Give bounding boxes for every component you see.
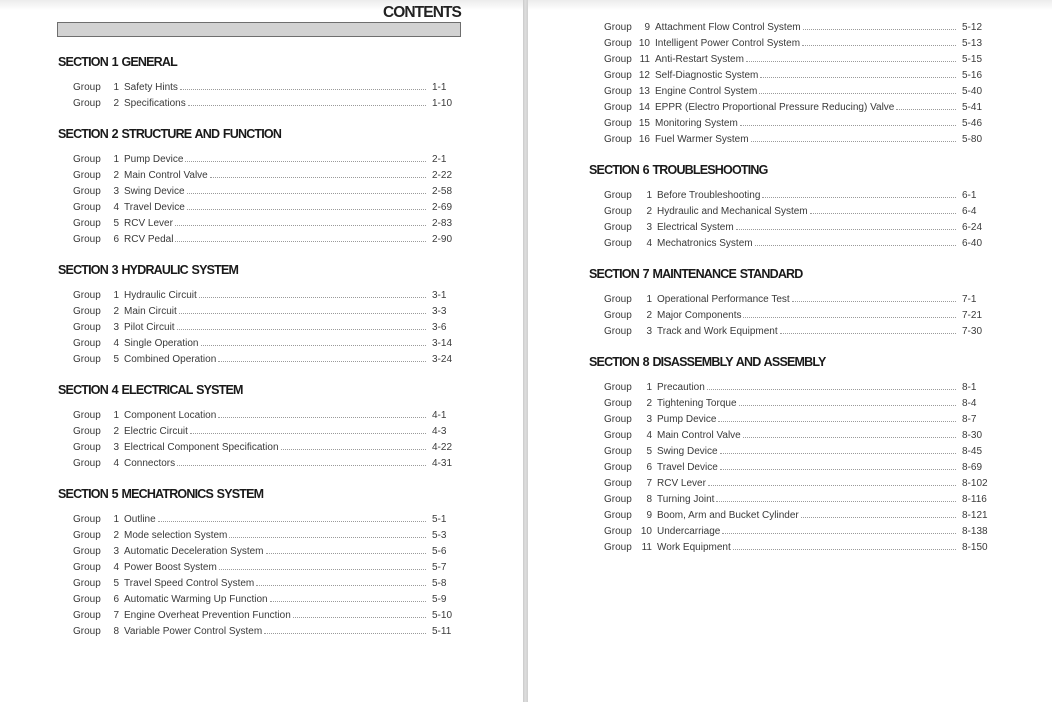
toc-entry-page: 5-80 (962, 134, 983, 145)
section-2 (58, 126, 453, 248)
toc-entry-page: 5-9 (432, 594, 447, 605)
toc-entry-title: Combined Operation (124, 354, 217, 365)
dot-leader (190, 432, 426, 434)
toc-entry[interactable]: Group 3 Automatic Deceleration System 5-6 (58, 544, 453, 560)
toc-entry-title: Mechatronics System (657, 238, 753, 249)
toc-entry[interactable]: Group 1 Operational Performance Test 7-1 (589, 292, 989, 308)
toc-entry[interactable]: Group 4 Power Boost System 5-7 (58, 560, 453, 576)
dot-leader (720, 468, 956, 470)
toc-entry[interactable]: Group 1 Precaution 8-1 (589, 380, 989, 396)
section-5 (58, 486, 453, 640)
toc-entry[interactable]: Group 1 Pump Device 2-1 (58, 152, 453, 168)
toc-entry-page: 1-1 (432, 82, 447, 93)
dot-leader (716, 500, 956, 502)
toc-entry-page: 8-150 (962, 542, 988, 553)
dot-leader (759, 92, 956, 94)
toc-entry[interactable]: Group 2 Specifications 1-10 (58, 96, 453, 112)
toc-entry-page: 6-1 (962, 190, 977, 201)
toc-entry[interactable]: Group 7 Engine Overheat Prevention Function 5-10 (58, 608, 453, 624)
toc-entry-title: Swing Device (657, 446, 718, 457)
toc-entry-page: 8-1 (962, 382, 977, 393)
dot-leader (801, 516, 956, 518)
toc-entry-title: Undercarriage (657, 526, 721, 537)
section-1 (58, 54, 453, 112)
toc-entry-page: 6-40 (962, 238, 983, 249)
toc-entry-title: Attachment Flow Control System (655, 22, 801, 33)
dot-leader (740, 124, 956, 126)
toc-entry-title: Main Circuit (124, 306, 177, 317)
section-heading: SECTION 1 GENERAL (58, 55, 177, 69)
toc-entry-page: 3-24 (432, 354, 453, 365)
toc-entry-title: Operational Performance Test (657, 294, 790, 305)
toc-entry-page: 8-45 (962, 446, 983, 457)
dot-leader (739, 404, 956, 406)
toc-entry-page: 8-138 (962, 526, 988, 537)
toc-entry-title: Power Boost System (124, 562, 217, 573)
toc-entry-page: 4-1 (432, 410, 447, 421)
toc-entry-title: Electrical Component Specification (124, 442, 279, 453)
toc-entry-title: Variable Power Control System (124, 626, 263, 637)
dot-leader (743, 436, 956, 438)
toc-entry[interactable]: Group 5 Combined Operation 3-24 (58, 352, 453, 368)
toc-entry[interactable]: Group 11 Anti-Restart System 5-15 (589, 52, 989, 68)
dot-leader (736, 228, 956, 230)
dot-leader (270, 600, 426, 602)
toc-entry-title: Electric Circuit (124, 426, 188, 437)
toc-entry-title: Tightening Torque (657, 398, 737, 409)
section-5-continued (589, 20, 989, 148)
toc-entry-title: Work Equipment (657, 542, 731, 553)
toc-entry-title: Automatic Deceleration System (124, 546, 264, 557)
toc-entry-title: Major Components (657, 310, 742, 321)
toc-entry-page: 5-11 (432, 626, 452, 637)
toc-entry-page: 6-4 (962, 206, 977, 217)
section-7 (589, 266, 989, 340)
toc-entry[interactable]: Group 2 Tightening Torque 8-4 (589, 396, 989, 412)
toc-entry-page: 5-6 (432, 546, 447, 557)
toc-entry-page: 5-15 (962, 54, 983, 65)
toc-entry-title: Component Location (124, 410, 217, 421)
toc-entry[interactable]: Group 5 Swing Device 8-45 (589, 444, 989, 460)
toc-entry[interactable]: Group 13 Engine Control System 5-40 (589, 84, 989, 100)
toc-entry-title: Main Control Valve (124, 170, 208, 181)
toc-entry[interactable]: Group 3 Electrical Component Specification 4-22 (58, 440, 453, 456)
toc-entry-page: 5-12 (962, 22, 983, 33)
dot-leader (185, 160, 426, 162)
section-heading: SECTION 6 TROUBLESHOOTING (589, 163, 768, 177)
toc-entry-page: 8-116 (962, 494, 987, 505)
toc-entry-page: 5-41 (962, 102, 983, 113)
toc-entry-page: 7-21 (962, 310, 983, 321)
toc-entry-title: Main Control Valve (657, 430, 741, 441)
dot-leader (762, 196, 956, 198)
toc-entry-title: Anti-Restart System (655, 54, 744, 65)
toc-entry[interactable]: Group 2 Electric Circuit 4-3 (58, 424, 453, 440)
toc-entry[interactable]: Group 14 EPPR (Electro Proportional Pressure Reducing) Valve 5-41 (589, 100, 989, 116)
dot-leader (780, 332, 956, 334)
toc-entry-page: 8-7 (962, 414, 977, 425)
section-heading: SECTION 7 MAINTENANCE STANDARD (589, 267, 803, 281)
toc-entry[interactable]: Group 10 Intelligent Power Control System 5-13 (589, 36, 989, 52)
toc-entry[interactable]: Group 8 Variable Power Control System 5-11 (58, 624, 453, 640)
dot-leader (722, 532, 956, 534)
toc-entry[interactable]: Group 15 Monitoring System 5-46 (589, 116, 989, 132)
toc-entry-title: EPPR (Electro Proportional Pressure Reducing) Valve (655, 102, 895, 113)
toc-entry[interactable]: Group 7 RCV Lever 8-102 (589, 476, 989, 492)
dot-leader (188, 104, 426, 106)
dot-leader (199, 296, 426, 298)
toc-entry-title: Hydraulic Circuit (124, 290, 197, 301)
toc-entry[interactable]: Group 4 Main Control Valve 8-30 (589, 428, 989, 444)
toc-entry[interactable]: Group 2 Mode selection System 5-3 (58, 528, 453, 544)
toc-entry-title: Track and Work Equipment (657, 326, 778, 337)
dot-leader (158, 520, 426, 522)
toc-entry-page: 5-7 (432, 562, 447, 573)
dot-leader (179, 312, 426, 314)
toc-entry-page: 4-22 (432, 442, 453, 453)
page-title: CONTENTS (382, 4, 461, 21)
dot-leader (743, 316, 956, 318)
toc-entry-title: Single Operation (124, 338, 199, 349)
section-heading: SECTION 4 ELECTRICAL SYSTEM (58, 383, 243, 397)
dot-leader (180, 88, 426, 90)
toc-entry[interactable]: Group 2 Main Circuit 3-3 (58, 304, 453, 320)
toc-entry-title: RCV Lever (657, 478, 706, 489)
title-bar-decoration (57, 22, 461, 37)
page-divider (523, 0, 528, 702)
toc-entry-page: 4-31 (432, 458, 453, 469)
toc-entry-title: Fuel Warmer System (655, 134, 749, 145)
toc-entry-page: 2-22 (432, 170, 453, 181)
dot-leader (266, 552, 426, 554)
toc-entry-title: Pump Device (124, 154, 184, 165)
toc-entry-title: Safety Hints (124, 82, 178, 93)
toc-entry[interactable]: Group 4 Travel Device 2-69 (58, 200, 453, 216)
toc-entry-page: 1-10 (432, 98, 453, 109)
toc-entry[interactable]: Group 9 Boom, Arm and Bucket Cylinder 8-121 (589, 508, 989, 524)
section-heading: SECTION 2 STRUCTURE AND FUNCTION (58, 127, 282, 141)
toc-entry-title: Mode selection System (124, 530, 228, 541)
dot-leader (218, 416, 426, 418)
dot-leader (177, 464, 426, 466)
toc-entry-title: RCV Lever (124, 218, 173, 229)
toc-entry[interactable]: Group 2 Major Components 7-21 (589, 308, 989, 324)
toc-entry-title: Engine Control System (655, 86, 758, 97)
toc-entry-page: 8-4 (962, 398, 977, 409)
dot-leader (219, 568, 426, 570)
toc-entry[interactable]: Group 1 Hydraulic Circuit 3-1 (58, 288, 453, 304)
toc-entry-page: 6-24 (962, 222, 983, 233)
toc-entry[interactable]: Group 16 Fuel Warmer System 5-80 (589, 132, 989, 148)
dot-leader (720, 452, 956, 454)
toc-entry[interactable]: Group 4 Connectors 4-31 (58, 456, 453, 472)
toc-entry[interactable]: Group 6 Automatic Warming Up Function 5-9 (58, 592, 453, 608)
toc-entry-title: Hydraulic and Mechanical System (657, 206, 808, 217)
dot-leader (718, 420, 956, 422)
toc-entry-title: Intelligent Power Control System (655, 38, 801, 49)
toc-entry-page: 5-3 (432, 530, 447, 541)
dot-leader (733, 548, 956, 550)
toc-entry-title: Monitoring System (655, 118, 738, 129)
dot-leader (187, 192, 426, 194)
toc-entry-page: 2-58 (432, 186, 453, 197)
dot-leader (175, 240, 426, 242)
toc-entry-page: 8-69 (962, 462, 983, 473)
dot-leader (281, 448, 426, 450)
section-3 (58, 262, 453, 368)
dot-leader (201, 344, 427, 346)
toc-entry-page: 2-1 (432, 154, 447, 165)
toc-entry-page: 5-10 (432, 610, 453, 621)
toc-entry[interactable]: Group 10 Undercarriage 8-138 (589, 524, 989, 540)
toc-entry-title: Electrical System (657, 222, 734, 233)
toc-entry-page: 5-1 (432, 514, 447, 525)
toc-entry-page: 7-1 (962, 294, 977, 305)
toc-entry[interactable]: Group 9 Attachment Flow Control System 5-12 (589, 20, 989, 36)
toc-entry-page: 2-69 (432, 202, 453, 213)
toc-entry-page: 8-102 (962, 478, 988, 489)
dot-leader (293, 616, 426, 618)
section-heading: SECTION 5 MECHATRONICS SYSTEM (58, 487, 264, 501)
toc-entry-title: Connectors (124, 458, 176, 469)
toc-entry[interactable]: Group 3 Pump Device 8-7 (589, 412, 989, 428)
toc-entry[interactable]: Group 3 Swing Device 2-58 (58, 184, 453, 200)
toc-entry[interactable]: Group 4 Mechatronics System 6-40 (589, 236, 989, 252)
toc-entry-title: Travel Device (657, 462, 718, 473)
dot-leader (896, 108, 956, 110)
toc-entry[interactable]: Group 1 Safety Hints 1-1 (58, 80, 453, 96)
toc-entry[interactable]: Group 4 Single Operation 3-14 (58, 336, 453, 352)
toc-entry-page: 3-14 (432, 338, 453, 349)
dot-leader (751, 140, 956, 142)
dot-leader (187, 208, 426, 210)
dot-leader (810, 212, 956, 214)
toc-entry-page: 3-3 (432, 306, 447, 317)
toc-entry[interactable]: Group 1 Before Troubleshooting 6-1 (589, 188, 989, 204)
toc-entry-page: 5-46 (962, 118, 983, 129)
toc-entry-page: 5-16 (962, 70, 983, 81)
toc-entry-title: Self-Diagnostic System (655, 70, 759, 81)
toc-entry-title: Specifications (124, 98, 186, 109)
section-8 (589, 354, 989, 556)
toc-entry-title: Precaution (657, 382, 705, 393)
toc-entry-page: 5-40 (962, 86, 983, 97)
toc-entry-title: Travel Speed Control System (124, 578, 255, 589)
toc-entry-page: 3-1 (432, 290, 447, 301)
toc-entry[interactable]: Group 8 Turning Joint 8-116 (589, 492, 989, 508)
dot-leader (746, 60, 956, 62)
toc-entry-page: 7-30 (962, 326, 983, 337)
dot-leader (755, 244, 956, 246)
toc-entry[interactable]: Group 5 RCV Lever 2-83 (58, 216, 453, 232)
dot-leader (803, 28, 956, 30)
dot-leader (210, 176, 426, 178)
toc-entry[interactable]: Group 2 Main Control Valve 2-22 (58, 168, 453, 184)
toc-entry-title: Before Troubleshooting (657, 190, 761, 201)
toc-entry[interactable]: Group 3 Pilot Circuit 3-6 (58, 320, 453, 336)
toc-entry-title: Travel Device (124, 202, 185, 213)
toc-entry[interactable]: Group 6 RCV Pedal 2-90 (58, 232, 453, 248)
dot-leader (802, 44, 956, 46)
section-6 (589, 162, 989, 252)
toc-entry-title: Automatic Warming Up Function (124, 594, 268, 605)
toc-entry[interactable]: Group 3 Electrical System 6-24 (589, 220, 989, 236)
toc-entry-page: 8-121 (962, 510, 988, 521)
toc-entry[interactable]: Group 6 Travel Device 8-69 (589, 460, 989, 476)
section-heading: SECTION 3 HYDRAULIC SYSTEM (58, 263, 239, 277)
dot-leader (707, 388, 956, 390)
dot-leader (760, 76, 956, 78)
dot-leader (792, 300, 956, 302)
toc-entry-title: Turning Joint (657, 494, 715, 505)
toc-entry-page: 4-3 (432, 426, 447, 437)
dot-leader (708, 484, 956, 486)
toc-entry[interactable]: Group 11 Work Equipment 8-150 (589, 540, 989, 556)
toc-entry-title: Pilot Circuit (124, 322, 175, 333)
toc-entry[interactable]: Group 12 Self-Diagnostic System 5-16 (589, 68, 989, 84)
dot-leader (264, 632, 426, 634)
toc-entry[interactable]: Group 1 Component Location 4-1 (58, 408, 453, 424)
toc-entry[interactable]: Group 1 Outline 5-1 (58, 512, 453, 528)
toc-entry-page: 2-90 (432, 234, 453, 245)
toc-entry-title: Engine Overheat Prevention Function (124, 610, 291, 621)
toc-entry[interactable]: Group 5 Travel Speed Control System 5-8 (58, 576, 453, 592)
toc-entry-page: 8-30 (962, 430, 983, 441)
toc-entry[interactable]: Group 2 Hydraulic and Mechanical System 6-4 (589, 204, 989, 220)
toc-entry-page: 3-6 (432, 322, 447, 333)
toc-entry-title: Outline (124, 514, 156, 525)
toc-entry-page: 5-13 (962, 38, 983, 49)
toc-entry-page: 5-8 (432, 578, 447, 589)
dot-leader (218, 360, 426, 362)
toc-entry[interactable]: Group 3 Track and Work Equipment 7-30 (589, 324, 989, 340)
dot-leader (256, 584, 426, 586)
toc-entry-title: Swing Device (124, 186, 185, 197)
dot-leader (175, 224, 426, 226)
toc-entry-page: 2-83 (432, 218, 453, 229)
dot-leader (177, 328, 426, 330)
toc-entry-title: RCV Pedal (124, 234, 174, 245)
section-4 (58, 382, 453, 472)
toc-entry-title: Boom, Arm and Bucket Cylinder (657, 510, 799, 521)
dot-leader (229, 536, 426, 538)
section-heading: SECTION 8 DISASSEMBLY AND ASSEMBLY (589, 355, 826, 369)
toc-entry-title: Pump Device (657, 414, 717, 425)
